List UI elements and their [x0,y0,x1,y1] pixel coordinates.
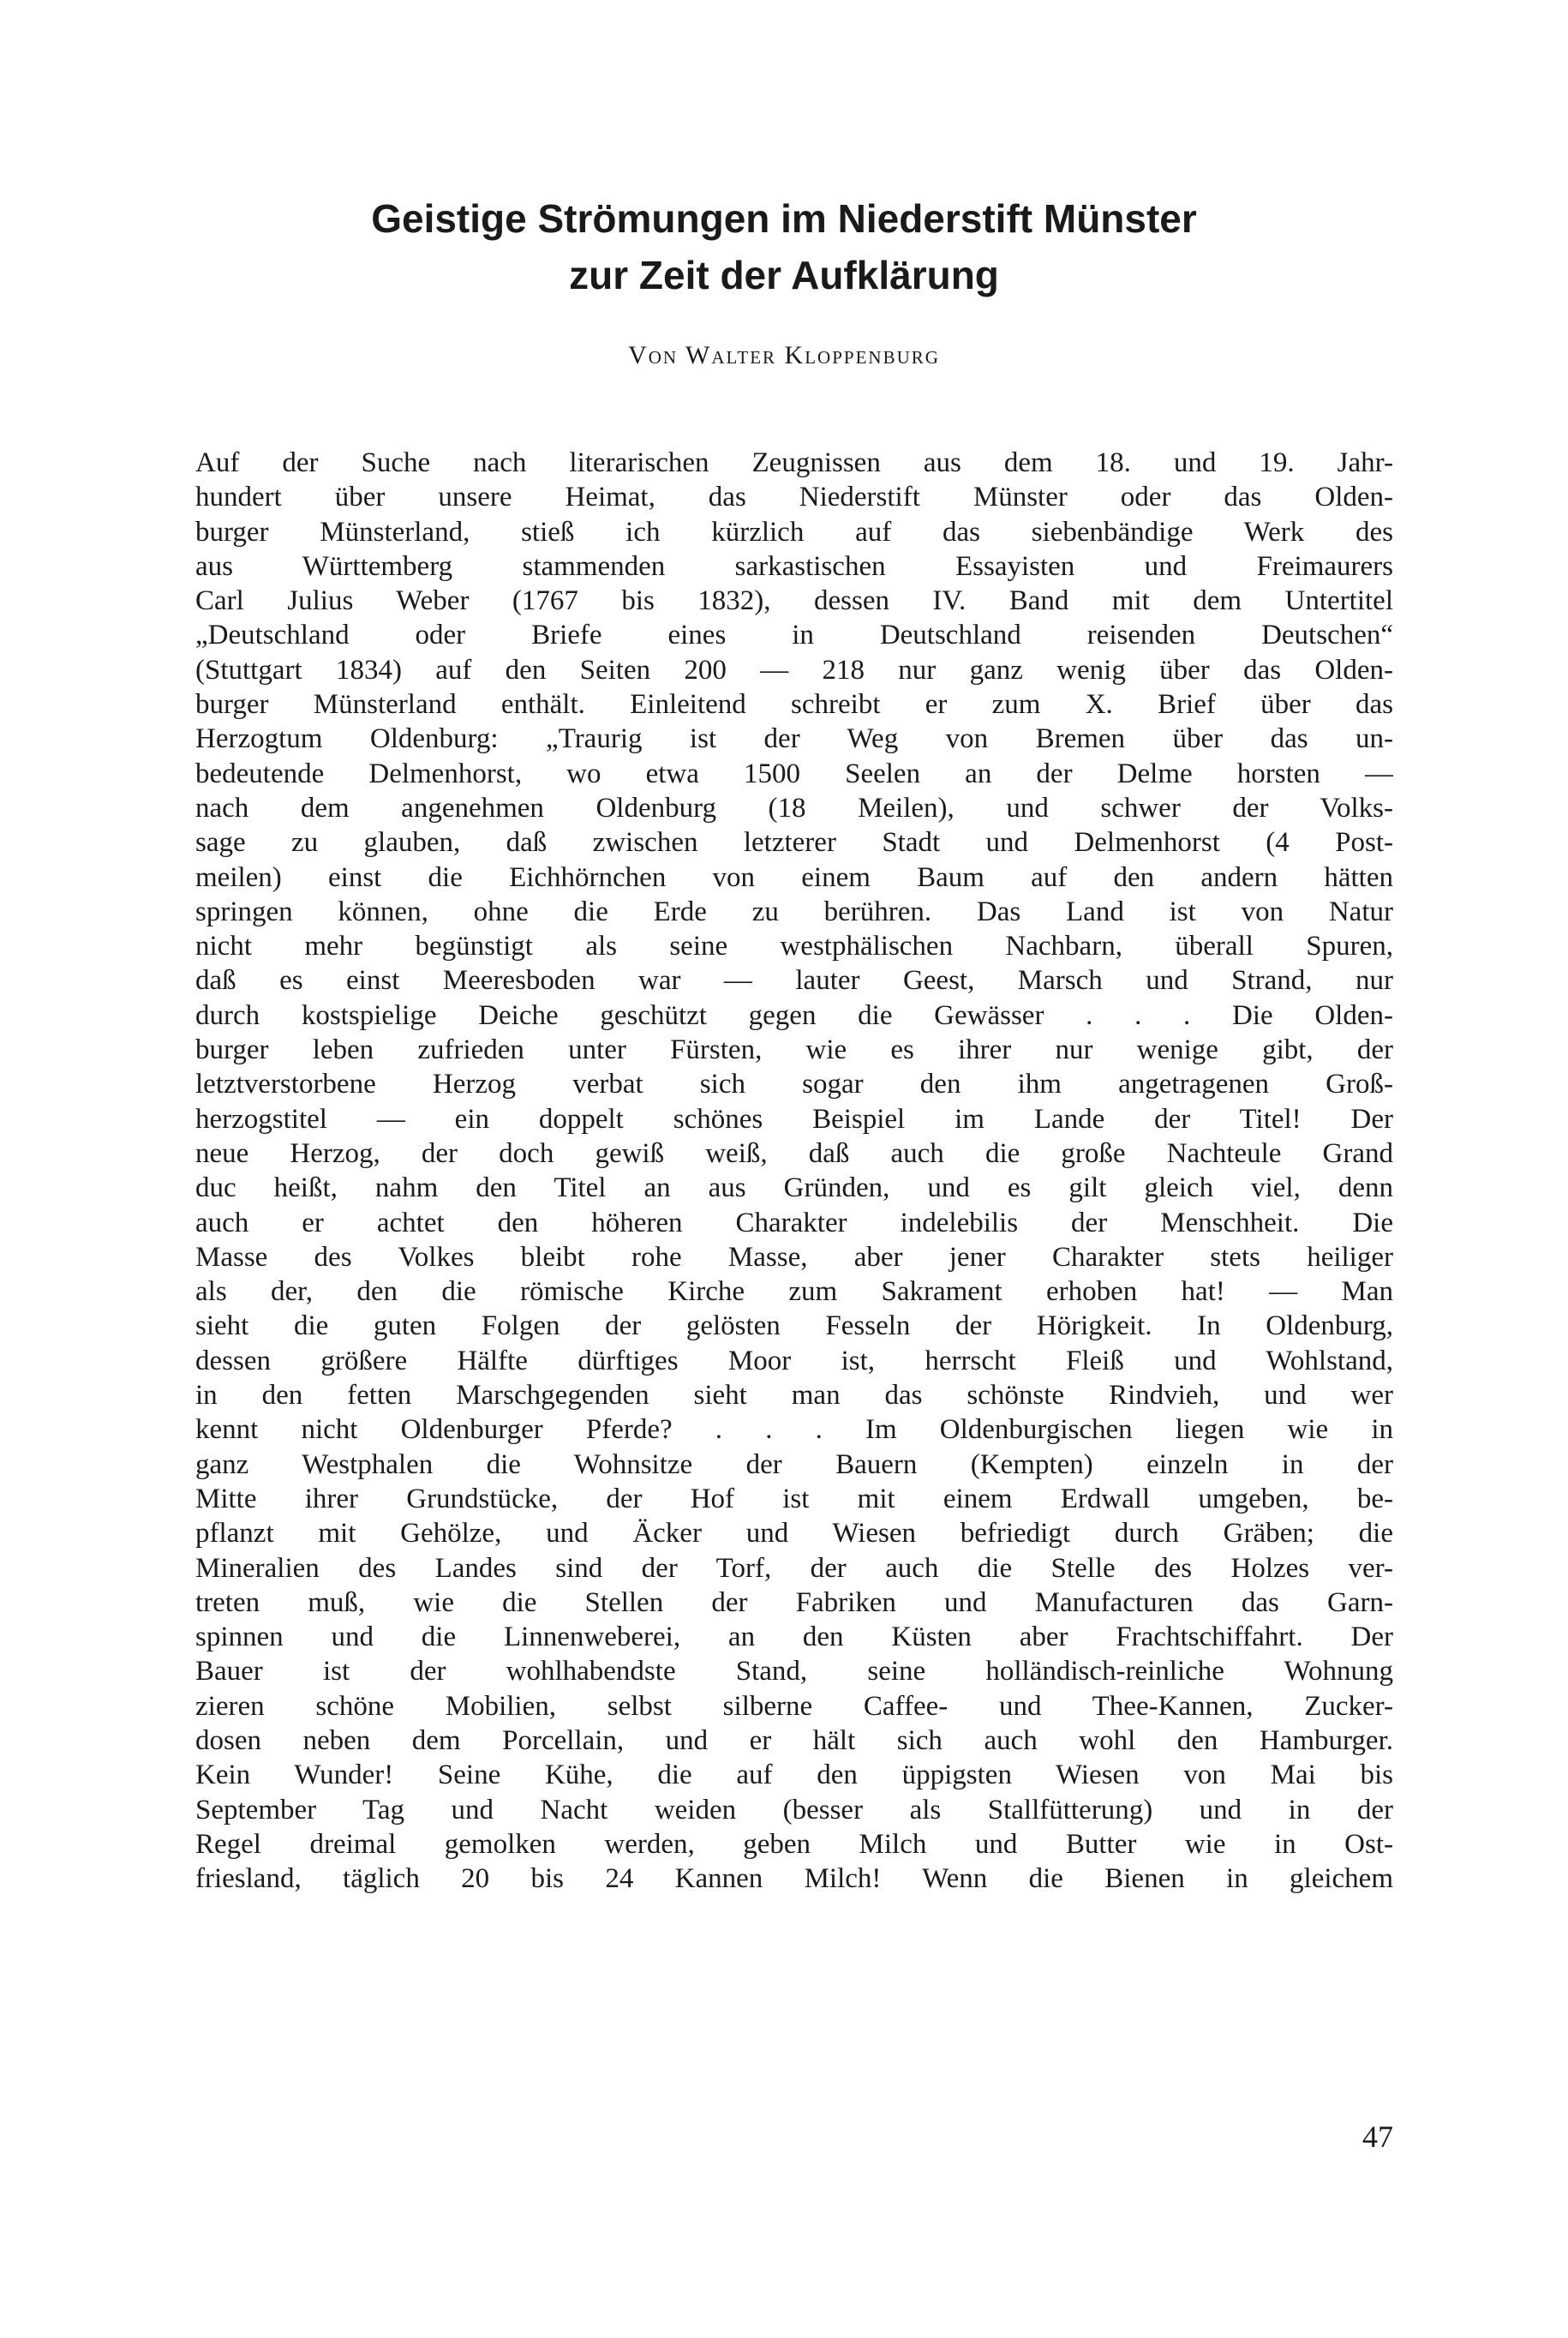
body-line: sage zu glauben, daß zwischen letzterer Stadt und Delmenhorst (4 Post- [195,827,1393,859]
body-line: (Stuttgart 1834) auf den Seiten 200 — 218 nur ganz wenig über das Olden- [195,654,1393,686]
body-line: burger leben zufrieden unter Fürsten, wie es ihrer nur wenige gibt, der [195,1034,1393,1066]
body-line: sieht die guten Folgen der gelösten Fesseln der Hörigkeit. In Oldenburg, [195,1310,1393,1342]
body-line: als der, den die römische Kirche zum Sakrament erhoben hat! — Man [195,1276,1393,1308]
body-line: dessen größere Hälfte dürftiges Moor ist, herrscht Fleiß und Wohlstand, [195,1345,1393,1376]
body-line: nicht mehr begünstigt als seine westphälischen Nachbarn, überall Spuren, [195,931,1393,962]
body-line: burger Münsterland enthält. Einleitend schreibt er zum X. Brief über das [195,689,1393,721]
page-number: 47 [1362,2119,1393,2154]
body-line: September Tag und Nacht weiden (besser als Stallfütterung) und in der [195,1794,1393,1825]
body-line: springen können, ohne die Erde zu berühren. Das Land ist von Natur [195,896,1393,927]
body-line: Masse des Volkes bleibt rohe Masse, aber jener Charakter stets heiliger [195,1241,1393,1273]
body-line: ganz Westphalen die Wohnsitze der Bauern (Kempten) einzeln in der [195,1448,1393,1480]
body-line: kennt nicht Oldenburger Pferde? . . . Im Oldenburgischen liegen wie in [195,1414,1393,1446]
body-line: friesland, täglich 20 bis 24 Kannen Milch! Wenn die Bienen in gleichem [195,1863,1393,1895]
body-line: Mineralien des Landes sind der Torf, der auch die Stelle des Holzes ver- [195,1552,1393,1584]
article-title [171,190,1397,303]
body-line: Kein Wunder! Seine Kühe, die auf den üppigsten Wiesen von Mai bis [195,1759,1393,1791]
body-line: Carl Julius Weber (1767 bis 1832), dessen IV. Band mit dem Untertitel [195,585,1393,617]
body-line: Herzogtum Oldenburg: „Traurig ist der Weg von Bremen über das un- [195,723,1393,755]
body-line: aus Württemberg stammenden sarkastischen Essayisten und Freimaurers [195,550,1393,582]
body-line: Bauer ist der wohlhabendste Stand, seine holländisch-reinliche Wohnung [195,1656,1393,1688]
body-line: nach dem angenehmen Oldenburg (18 Meilen), und schwer der Volks- [195,792,1393,824]
author-byline: Von Walter Kloppenburg [628,341,940,369]
body-paragraph [195,446,1393,1896]
body-line: durch kostspielige Deiche geschützt gegen die Gewässer . . . Die Olden- [195,999,1393,1031]
body-line: Regel dreimal gemolken werden, geben Milch und Butter wie in Ost- [195,1828,1393,1860]
body-line: zieren schöne Mobilien, selbst silberne Caffee- und Thee-Kannen, Zucker- [195,1690,1393,1722]
title-line-1: Geistige Strömungen im Niederstift Münster [371,196,1197,241]
body-line: auch er achtet den höheren Charakter indelebilis der Menschheit. Die [195,1207,1393,1238]
body-line: meilen) einst die Eichhörnchen von einem Baum auf den andern hätten [195,861,1393,893]
body-line: dosen neben dem Porcellain, und er hält sich auch wohl den Hamburger. [195,1724,1393,1756]
body-line: Auf der Suche nach literarischen Zeugnissen aus dem 18. und 19. Jahr- [195,447,1393,478]
body-line: burger Münsterland, stieß ich kürzlich auf das siebenbändige Werk des [195,516,1393,548]
body-line: herzogstitel — ein doppelt schönes Beispiel im Lande der Titel! Der [195,1103,1393,1135]
body-line: „Deutschland oder Briefe eines in Deutschland reisenden Deutschen“ [195,620,1393,651]
body-line: daß es einst Meeresboden war — lauter Geest, Marsch und Strand, nur [195,965,1393,997]
body-line: pflanzt mit Gehölze, und Äcker und Wiesen befriedigt durch Gräben; die [195,1518,1393,1550]
body-line: letztverstorbene Herzog verbat sich sogar den ihm angetragenen Groß- [195,1069,1393,1100]
body-line: neue Herzog, der doch gewiß weiß, daß auch die große Nachteule Grand [195,1137,1393,1169]
body-line: bedeutende Delmenhorst, wo etwa 1500 Seelen an der Delme horsten — [195,758,1393,789]
body-line: in den fetten Marschgegenden sieht man das schönste Rindvieh, und wer [195,1380,1393,1412]
title-line-2: zur Zeit der Aufklärung [569,253,999,297]
body-line: hundert über unsere Heimat, das Niederstift Münster oder das Olden- [195,482,1393,513]
body-line: treten muß, wie die Stellen der Fabriken und Manufacturen das Garn- [195,1586,1393,1618]
body-line: duc heißt, nahm den Titel an aus Gründen, und es gilt gleich viel, denn [195,1172,1393,1204]
body-line: Mitte ihrer Grundstücke, der Hof ist mit einem Erdwall umgeben, be- [195,1483,1393,1514]
body-line: spinnen und die Linnenweberei, an den Küsten aber Frachtschiffahrt. Der [195,1622,1393,1653]
